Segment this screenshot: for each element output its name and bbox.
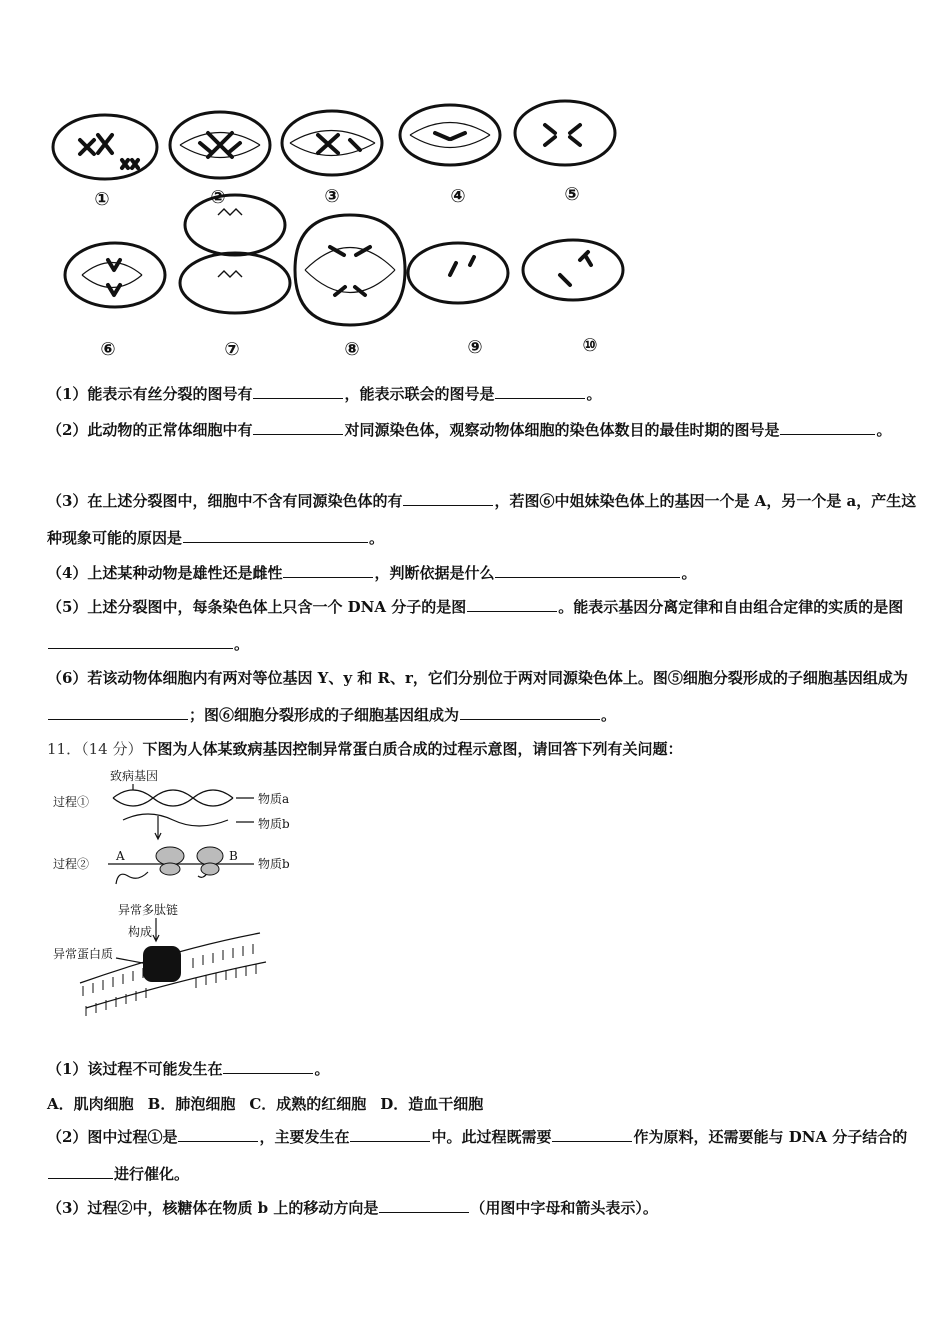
q11-part1: （1）该过程不可能发生在 。 <box>47 1051 917 1087</box>
ribosome-2-small <box>201 863 219 875</box>
option-c[interactable]: C．成熟的红细胞 <box>249 1095 367 1113</box>
end-b-label: B <box>229 849 238 863</box>
answer-blank[interactable] <box>223 1053 313 1074</box>
protein-label: 异常蛋白质 <box>53 947 114 961</box>
answer-blank[interactable] <box>460 699 600 720</box>
option-a[interactable]: A．肌肉细胞 <box>47 1095 134 1113</box>
answer-blank[interactable] <box>48 699 188 720</box>
q10-part5: （5）上述分裂图中，每条染色体上只含一个 DNA 分子的是图 。能表示基因分离定律和自由组合定律的实质的是图。 <box>47 589 917 663</box>
label-5: ⑤ <box>564 184 580 205</box>
ribosome-2 <box>197 847 223 865</box>
q10-part4: （4）上述某种动物是雄性还是雌性 ，判断依据是什么 。 <box>47 555 917 591</box>
label-9: ⑨ <box>467 337 483 358</box>
answer-blank[interactable] <box>178 1121 258 1142</box>
cell-7 <box>180 195 290 313</box>
label-4: ④ <box>450 186 466 207</box>
gene-expression-figure <box>48 768 298 1033</box>
answer-blank[interactable] <box>379 1192 469 1213</box>
label-1: ① <box>94 189 110 210</box>
answer-blank[interactable] <box>350 1121 430 1142</box>
answer-blank[interactable] <box>253 414 343 435</box>
option-d[interactable]: D．造血干细胞 <box>380 1095 484 1113</box>
label-7: ⑦ <box>224 339 240 360</box>
cell-division-figure <box>40 95 640 365</box>
answer-blank[interactable] <box>403 485 493 506</box>
q11-part2: （2）图中过程①是 ，主要发生在 中。此过程既需要 作为原料，还需要能与 DNA 分子结合的进行催化。 <box>47 1119 917 1193</box>
q10-part2: （2）此动物的正常体细胞中有 对同源染色体，观察动物体细胞的染色体数目的最佳时期的图号是 。 <box>47 412 917 449</box>
label-8: ⑧ <box>344 339 360 360</box>
cell-8 <box>295 215 405 325</box>
answer-blank[interactable] <box>467 591 557 612</box>
substance-a-label: 物质a <box>258 792 290 806</box>
label-3: ③ <box>324 186 340 207</box>
answer-blank[interactable] <box>780 414 875 435</box>
process2-label: 过程② <box>53 857 90 871</box>
answer-blank[interactable] <box>253 378 343 399</box>
polypeptide-label: 异常多肽链 <box>118 903 179 917</box>
label-2: ② <box>210 187 226 208</box>
answer-blank[interactable] <box>283 557 373 578</box>
ribosome-1 <box>156 847 184 865</box>
answer-blank[interactable] <box>48 628 233 649</box>
q11-part3: （3）过程②中，核糖体在物质 b 上的移动方向是 （用图中字母和箭头表示）。 <box>47 1190 917 1226</box>
abnormal-protein <box>143 946 181 982</box>
substance-b2-label: 物质b <box>258 857 290 871</box>
end-a-label: A <box>116 849 125 863</box>
cell-6 <box>65 243 165 307</box>
process1-label: 过程① <box>53 795 90 809</box>
gene-label: 致病基因 <box>110 769 159 783</box>
cell-10 <box>523 240 623 300</box>
q11-stem: 11．（14 分）下图为人体某致病基因控制异常蛋白质合成的过程示意图，请回答下列有关问题： <box>47 740 683 758</box>
q10-part3: （3）在上述分裂图中，细胞中不含有同源染色体的有 ，若图⑥中姐妹染色体上的基因一个是 A，另一个是 a，产生这种现象可能的原因是 。 <box>47 483 917 557</box>
constitute-label: 构成 <box>128 925 153 939</box>
answer-blank[interactable] <box>495 557 680 578</box>
q10-part6: （6）若该动物体细胞内有两对等位基因 Y、y 和 R、r，它们分别位于两对同源染色体上。图⑤细胞分裂形成的子细胞基因组成为；图⑥细胞分裂形成的子细胞基因组成为 。 <box>47 669 908 724</box>
q11-options <box>47 1086 917 1122</box>
answer-blank[interactable] <box>48 1158 113 1179</box>
cell-4 <box>400 105 500 165</box>
cell-5 <box>515 101 615 165</box>
answer-blank[interactable] <box>183 522 368 543</box>
substance-b-label: 物质b <box>258 817 290 831</box>
cell-9 <box>408 243 508 303</box>
option-b[interactable]: B．肺泡细胞 <box>147 1095 236 1113</box>
ribosome-1-small <box>160 863 180 875</box>
answer-blank[interactable] <box>552 1121 632 1142</box>
label-6: ⑥ <box>100 339 116 360</box>
q10-part1: （1）能表示有丝分裂的图号有 ，能表示联会的图号是 。 <box>47 376 917 412</box>
label-10: ⑩ <box>582 335 598 356</box>
answer-blank[interactable] <box>495 378 585 399</box>
